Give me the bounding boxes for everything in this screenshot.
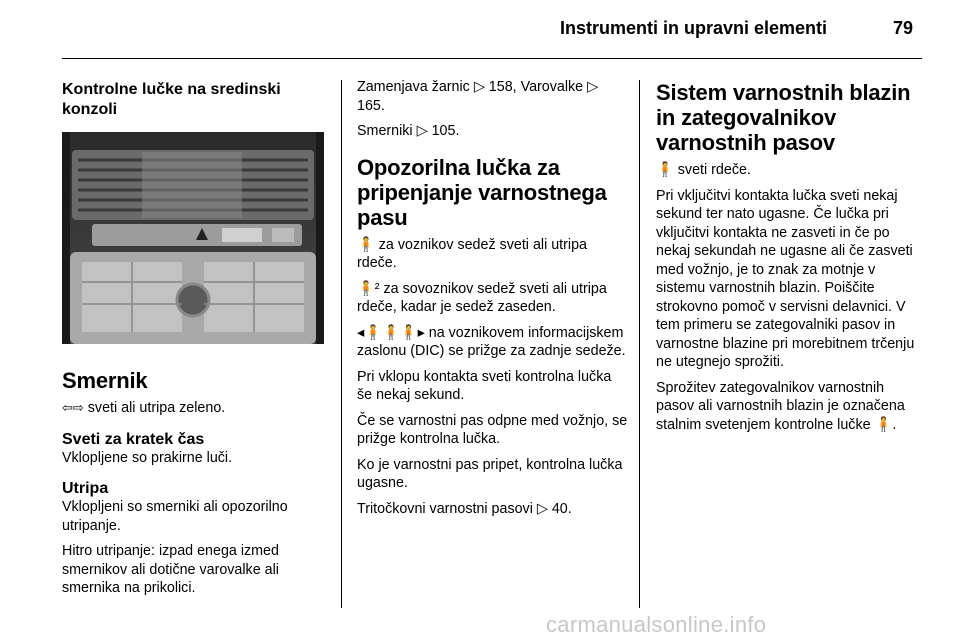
- utripa-text: Vklopljeni so smerniki ali opozorilno utripanje.: [62, 499, 288, 534]
- reference-arrow-icon: ▷: [587, 79, 599, 95]
- column-divider-2: [639, 80, 640, 608]
- bulb-fuse-ref: Zamenjava žarnic ▷ 158, Varovalke ▷ 165.: [357, 79, 599, 114]
- turn-signal-arrows-icon: ⇦⇨: [62, 400, 84, 415]
- column-3: [656, 80, 926, 441]
- section-title-seatbelt-warning: Opozorilna lučka za pripenjanje varnostnega pasu: [357, 154, 607, 230]
- subheading-utripa: Utripa: [62, 480, 109, 497]
- column-1: [62, 80, 324, 605]
- page-ref-link[interactable]: 158: [488, 79, 513, 95]
- page-number: 79: [893, 18, 914, 38]
- passenger-seat-text: 🧍² za sovoznikov sedež sveti ali utripa rdeče, kadar je sedež zaseden.: [357, 280, 607, 315]
- utripa-fast-text: Hitro utripanje: izpad enega izmed smernikov ali dotične varovalke ali smernika na prikolici.: [62, 543, 279, 596]
- airbag-icon: 🧍: [656, 162, 674, 178]
- driver-seat-text: 🧍 za voznikov sedež sveti ali utripa rdeče.: [357, 236, 587, 271]
- subheading-sveti: Sveti za kratek čas: [62, 430, 205, 448]
- section-heading-console-lamps: Kontrolne lučke na sredinski konzoli: [62, 81, 281, 118]
- watermark: carmanualsonline.info: [546, 612, 767, 637]
- center-console-photo: [62, 132, 324, 344]
- header-rule: [62, 58, 922, 59]
- unbuckle-text: Če se varnostni pas odpne med vožnjo, se prižge kontrolna lučka.: [357, 412, 628, 447]
- rear-seats-text: ◂🧍🧍🧍▸ na voznikovem informacijskem zaslonu (DIC) se prižge za zadnje sedeže.: [357, 324, 626, 359]
- reference-arrow-icon: ▷: [536, 500, 548, 517]
- page-ref-link[interactable]: 165: [357, 97, 381, 114]
- page-header-title: Instrumenti in upravni elementi: [560, 18, 828, 38]
- page-ref-link[interactable]: 105: [431, 123, 456, 139]
- rear-seatbelt-icon: ◂🧍🧍🧍▸: [357, 324, 425, 341]
- seatbelt-passenger-icon: 🧍²: [357, 280, 380, 297]
- page-ref-link[interactable]: 40: [551, 500, 568, 517]
- buckled-text: Ko je varnostni pas pripet, kontrolna lučka ugasne.: [357, 456, 623, 491]
- reference-arrow-icon: ▷: [473, 79, 485, 95]
- airbag-icon: 🧍: [874, 416, 893, 433]
- airbag-trigger-text: Sprožitev zategovalnikov varnostnih pasov ali varnostnih blazin je označena stalnim svetenjem kontrolne lučke 🧍.: [656, 379, 905, 433]
- reference-arrow-icon: ▷: [416, 123, 428, 139]
- smernik-intro: ⇦⇨ sveti ali utripa zeleno.: [62, 400, 226, 416]
- turn-signal-ref: Smerniki ▷ 105.: [357, 123, 460, 139]
- column-divider-1: [341, 80, 342, 608]
- section-title-airbag: Sistem varnostnih blazin in zategovalnikov varnostnih pasov: [656, 80, 911, 155]
- airbag-lamp-text: 🧍 sveti rdeče.: [656, 162, 751, 178]
- section-title-smernik: Smernik: [62, 368, 148, 393]
- airbag-desc-text: Pri vključitvi kontakta lučka sveti nekaj sekund ter nato ugasne. Če lučka pri vključitvi kontakta ne zasveti in če po nekaj sekundah ne ugasne ali če zasveti med vožnjo, je to znak za motnje v sistemu varnostnih blazin. Poiščite strokovno pomoč v servisni delavnici. V tem primeru se zategovalniki pasov in varnostne blazine pri morebitnem trčenju ne utegnejo sprožiti.: [656, 187, 915, 370]
- three-point-ref: Tritočkovni varnostni pasovi ▷ 40.: [357, 500, 572, 517]
- sveti-text: Vklopljene so prakirne luči.: [62, 449, 233, 466]
- column-2: [357, 78, 629, 525]
- seatbelt-icon: 🧍: [357, 236, 375, 253]
- ignition-text: Pri vklopu kontakta sveti kontrolna lučka še nekaj sekund.: [357, 368, 612, 403]
